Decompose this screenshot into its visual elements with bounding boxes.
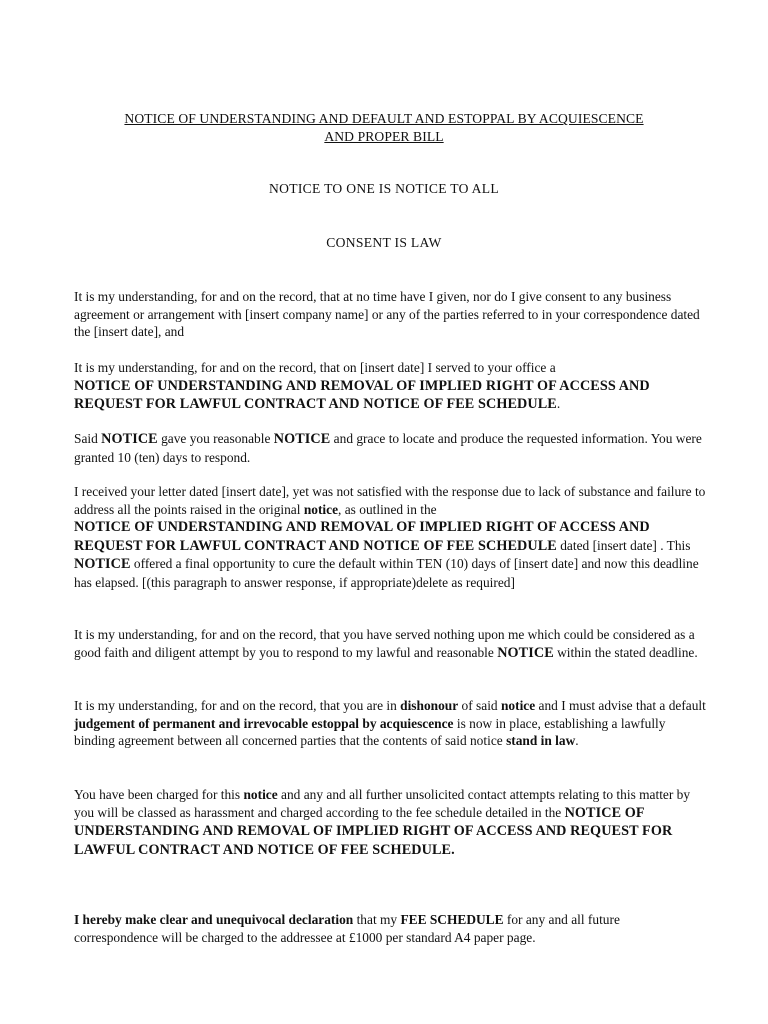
paragraph-7 <box>74 786 706 859</box>
paragraph-7-t2: and any and all further unsolicited contact attempts relating to this matter by you will be classed as harassment and charged according to the fee schedule detailed in the <box>74 787 691 820</box>
paragraph-6 <box>74 697 706 750</box>
paragraph-5-t2: within the stated deadline. <box>553 644 698 660</box>
paragraph-7-b1: notice <box>243 787 278 802</box>
paragraph-8-b1: I hereby make clear and unequivocal declaration <box>74 912 354 927</box>
paragraph-3-t3: and grace to locate and produce the requested information. You were granted 10 (ten) days to respond. <box>74 431 702 465</box>
paragraph-6-b3: judgement of permanent and irrevocable estoppal by acquiescence <box>74 715 454 731</box>
paragraph-5-b1: NOTICE <box>497 644 554 661</box>
paragraph-5 <box>74 626 706 662</box>
document-title <box>60 110 708 146</box>
document-title-line-2: AND PROPER BILL <box>324 129 444 144</box>
paragraph-6-t3: and I must advise that a default <box>535 698 706 713</box>
paragraph-4 <box>74 483 706 592</box>
paragraph-4-t3: dated [insert date] . This <box>556 537 691 553</box>
paragraph-2-end: . <box>556 396 561 412</box>
paragraph-3-b2: NOTICE <box>273 431 331 447</box>
paragraph-4-b3: NOTICE <box>74 556 131 573</box>
paragraph-8-t1: that my <box>353 912 401 927</box>
paragraph-6-t1: It is my understanding, for and on the record, that you are in <box>74 698 401 713</box>
document-title-line-1: NOTICE OF UNDERSTANDING AND DEFAULT AND ESTOPPAL BY ACQUIESCENCE <box>124 111 644 126</box>
paragraph-6-b4: stand in law <box>506 733 576 749</box>
paragraph-1 <box>74 288 706 341</box>
paragraph-6-t5: . <box>575 733 579 749</box>
paragraph-3-t2: gave you reasonable <box>157 431 274 446</box>
paragraph-7-t1: You have been charged for this <box>74 787 244 802</box>
paragraph-8-t2: for any and all future correspondence will be charged to the addressee at £1000 per standard A4 paper page. <box>74 912 620 945</box>
paragraph-6-b1: dishonour <box>400 698 459 713</box>
paragraph-8 <box>74 911 706 946</box>
paragraph-6-t2: of said <box>458 698 501 713</box>
paragraph-4-t4: offered a final opportunity to cure the default within TEN (10) days of [insert date] and now this deadline has elapsed. [(this paragraph to answer response, if appropriate)delete as required] <box>74 556 699 590</box>
paragraph-4-t1: I received your letter dated [insert date], yet was not satisfied with the response due to lack of substance and failure to address all the points raised in the original <box>74 484 706 517</box>
paragraph-2-text: It is my understanding, for and on the record, that on [insert date] I served to your office a <box>74 360 556 375</box>
paragraph-8-b2: FEE SCHEDULE <box>400 912 504 927</box>
paragraph-2 <box>74 359 706 414</box>
paragraph-6-t4: is now in place, establishing a lawfully binding agreement between all concerned parties that the contents of said notice <box>74 715 666 749</box>
paragraph-6-b2: notice <box>500 698 536 713</box>
paragraph-4-b1: notice <box>303 501 339 517</box>
paragraph-3 <box>74 430 706 466</box>
heading-notice-to-all: NOTICE TO ONE IS NOTICE TO ALL <box>268 181 500 196</box>
paragraph-3-b1: NOTICE <box>101 431 158 447</box>
paragraph-4-notice-title: NOTICE OF UNDERSTANDING AND REMOVAL OF IMPLIED RIGHT OF ACCESS AND REQUEST FOR LAWFUL CONTRACT AND NOTICE OF FEE SCHEDULE <box>74 519 650 554</box>
paragraph-7-notice-title: NOTICE OF UNDERSTANDING AND REMOVAL OF IMPLIED RIGHT OF ACCESS AND REQUEST FOR LAWFUL CONTRACT AND NOTICE OF FEE SCHEDULE. <box>74 804 673 858</box>
paragraph-2-notice-title: NOTICE OF UNDERSTANDING AND REMOVAL OF IMPLIED RIGHT OF ACCESS AND REQUEST FOR LAWFUL CONTRACT AND NOTICE OF FEE SCHEDULE <box>74 377 650 413</box>
paragraph-1-text: It is my understanding, for and on the record, that at no time have I given, nor do I give consent to any business agreement or arrangement with [insert company name] or any of the parties referred to in your correspondence dated the [insert date], and <box>74 289 700 340</box>
paragraph-3-t1: Said <box>74 431 102 446</box>
heading-consent-is-law: CONSENT IS LAW <box>326 235 442 250</box>
paragraph-4-t2: , as outlined in the <box>338 501 437 517</box>
paragraph-5-t1: It is my understanding, for and on the record, that you have served nothing upon me which could be considered as a good faith and diligent attempt by you to respond to my lawful and reasonable <box>74 627 695 660</box>
